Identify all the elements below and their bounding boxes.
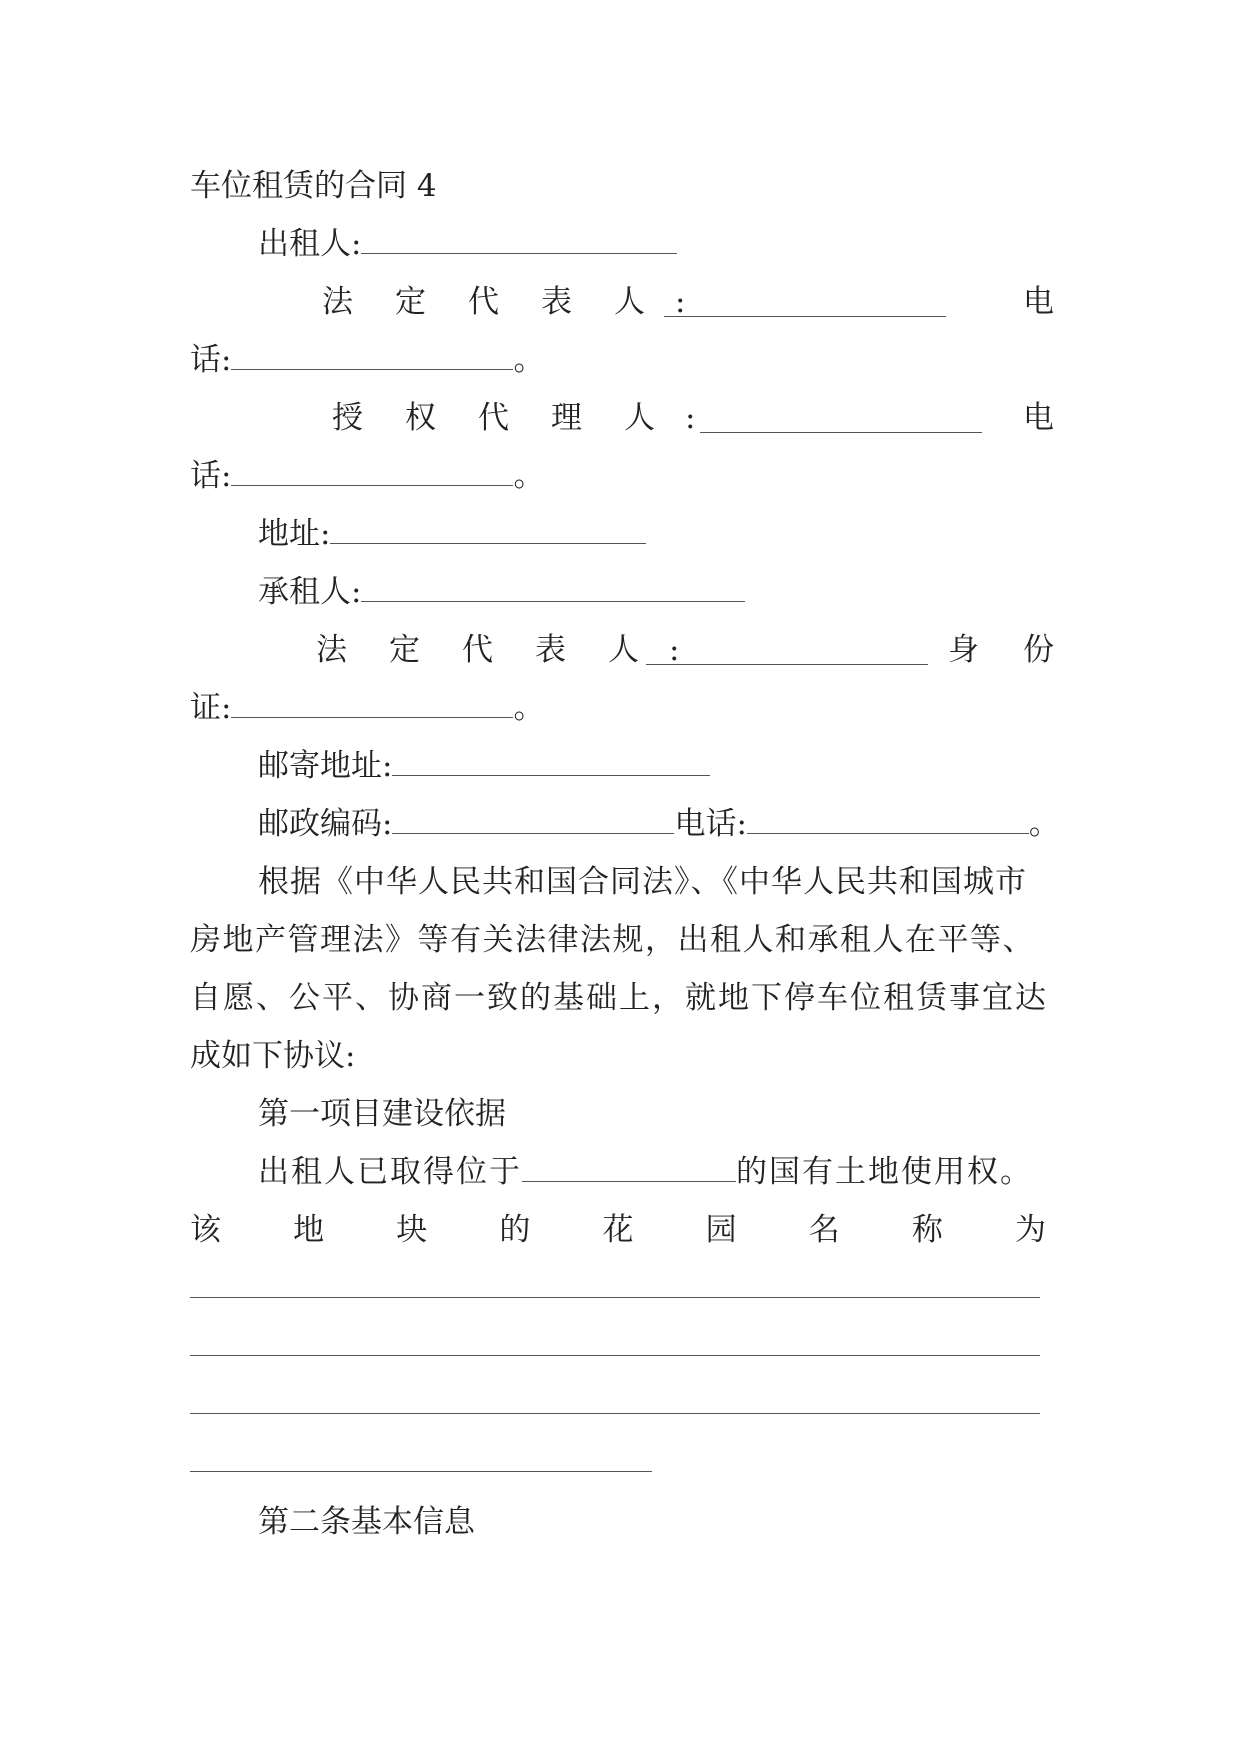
- char: 名: [808, 1212, 840, 1248]
- lessee-postcode-blank[interactable]: [392, 803, 674, 834]
- phone-label: 电话:: [674, 806, 747, 842]
- lessee-id-blank[interactable]: [231, 687, 513, 718]
- garden-name-line: [190, 1206, 1046, 1254]
- phone-char: 电: [1023, 284, 1054, 320]
- article1-land-line: [258, 1148, 1058, 1196]
- preamble-line-1: [258, 858, 1120, 906]
- char: 该: [190, 1212, 221, 1248]
- article1-text-a: 出租人已取得位于: [258, 1154, 522, 1190]
- lessor-legal-rep-phone-blank[interactable]: [231, 339, 513, 370]
- garden-name-blank-4[interactable]: [190, 1470, 652, 1472]
- char: :: [685, 400, 696, 436]
- char: 法: [322, 284, 353, 320]
- lessor-legal-rep-line: [322, 278, 1054, 326]
- preamble-line-4: [190, 1032, 1052, 1080]
- char: 地: [293, 1212, 325, 1248]
- period: 。: [513, 690, 545, 726]
- char: 代: [478, 400, 509, 436]
- char: :: [669, 632, 680, 668]
- garden-name-blank-1[interactable]: [190, 1296, 1040, 1298]
- lessor-line: [258, 220, 1120, 268]
- period: 。: [513, 458, 545, 494]
- lessee-mail-address-blank[interactable]: [392, 745, 710, 776]
- id-label: [948, 626, 1054, 674]
- heading-text: 第二条基本信息: [258, 1504, 475, 1540]
- lessee-legal-rep-label: [316, 626, 679, 674]
- garden-name-blank-3[interactable]: [190, 1412, 1040, 1414]
- lessee-mail-address-line: [258, 742, 1120, 790]
- char: 授: [332, 400, 363, 436]
- period: 。: [513, 342, 545, 378]
- lessor-name-blank[interactable]: [361, 223, 677, 254]
- char: 份: [1023, 632, 1054, 668]
- article2-heading: [258, 1498, 1120, 1546]
- char: 代: [462, 632, 493, 668]
- period: 。: [1028, 806, 1060, 842]
- lessor-legal-rep-blank[interactable]: [664, 286, 946, 317]
- char: 人: [614, 284, 645, 320]
- id-label-cont: 证:: [190, 690, 232, 726]
- lessee-legal-rep-line: [316, 626, 1054, 674]
- lessor-label: 出租人:: [258, 226, 362, 262]
- lessee-line: [258, 568, 1120, 616]
- char: 理: [551, 400, 582, 436]
- title-text: 车位租赁的合同 4: [190, 168, 437, 204]
- lessee-id-line: [190, 684, 1052, 732]
- heading-text: 第一项目建设依据: [258, 1096, 506, 1132]
- phone-char: 电: [1023, 400, 1054, 436]
- address-label: 地址:: [258, 516, 331, 552]
- lessor-legal-rep-phone-line: [190, 336, 1052, 384]
- char: 的: [499, 1212, 531, 1248]
- preamble-text: 成如下协议:: [190, 1038, 356, 1074]
- char: 为: [1015, 1212, 1046, 1248]
- preamble-text: 自愿、公平、协商一致的基础上，就地下停车位租赁事宜达: [190, 980, 1048, 1016]
- char: 定: [395, 284, 426, 320]
- lessee-legal-rep-blank[interactable]: [646, 634, 928, 665]
- land-location-blank[interactable]: [522, 1151, 736, 1182]
- char: 表: [541, 284, 572, 320]
- lessee-label: 承租人:: [258, 574, 362, 610]
- preamble-line-3: [190, 974, 1052, 1022]
- char: 代: [468, 284, 499, 320]
- char: 块: [396, 1212, 428, 1248]
- preamble-text: 房地产管理法》等有关法律法规，出租人和承租人在平等、: [190, 922, 1035, 958]
- char: 表: [535, 632, 566, 668]
- lessor-address-blank[interactable]: [330, 513, 646, 544]
- preamble-line-2: [190, 916, 1052, 964]
- lessor-agent-blank[interactable]: [700, 402, 982, 433]
- char: 法: [316, 632, 347, 668]
- lessee-name-blank[interactable]: [361, 571, 745, 602]
- lessor-agent-phone-line: [190, 452, 1052, 500]
- phone-label: 话:: [190, 458, 232, 494]
- article1-heading: [258, 1090, 1120, 1138]
- garden-name-blank-2[interactable]: [190, 1354, 1040, 1356]
- document-title: [190, 162, 1052, 210]
- char: 人: [608, 632, 639, 668]
- lessor-legal-rep-label: [322, 278, 685, 326]
- char: 权: [405, 400, 436, 436]
- lessor-agent-label: [332, 394, 695, 442]
- char: :: [675, 284, 686, 320]
- phone-label: 话:: [190, 342, 232, 378]
- lessor-agent-line: [332, 394, 1054, 442]
- char: 定: [389, 632, 420, 668]
- lessee-phone-blank[interactable]: [747, 803, 1029, 834]
- char: 人: [624, 400, 655, 436]
- mail-address-label: 邮寄地址:: [258, 748, 393, 784]
- char: 身: [948, 632, 979, 668]
- char: 园: [705, 1212, 737, 1248]
- preamble-text: 根据《中华人民共和国合同法》、《中华人民共和国城市: [258, 864, 1027, 900]
- char: 称: [911, 1212, 943, 1248]
- article1-text-b: 的国有土地使用权。: [736, 1154, 1033, 1190]
- char: 花: [602, 1212, 634, 1248]
- postcode-label: 邮政编码:: [258, 806, 393, 842]
- lessee-postcode-line: [258, 800, 1058, 848]
- lessor-address-line: [258, 510, 1120, 558]
- lessor-agent-phone-blank[interactable]: [231, 455, 513, 486]
